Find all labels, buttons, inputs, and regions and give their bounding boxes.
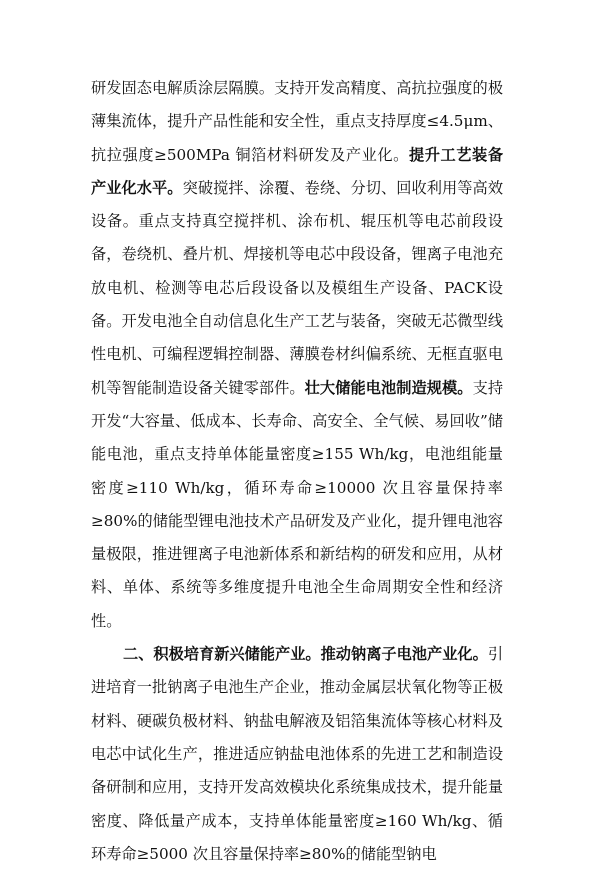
text-run: 突破搅拌、涂覆、卷绕、分切、回收利用等高效设备。重点支持真空搅拌机、涂布机、辊压机等电芯前段设备，卷绕机、叠片机、焊接机等电芯中段设备，锂离子电池充放电机、检测等电芯后段设备以及模组生产设备、PACK设备。开发电池全自动信息化生产工艺与装备，突破无芯微型线性电机、可编程逻辑控制器、薄膜卷材纠偏系统、无框直驱电机等智能制造设备关键零部件。 [91, 178, 504, 397]
paragraph-1 [91, 72, 503, 638]
text-run: 研发固态电解质涂层隔膜。支持开发高精度、高抗拉强度的极薄集流体，提升产品性能和安全性，重点支持厚度≤4.5μm、抗拉强度≥500MPa 铜箔材料研发及产业化。 [91, 79, 503, 164]
bold-heading-storage-battery: 壮大储能电池制造规模。 [304, 378, 473, 397]
text-run: 引进培育一批钠离子电池生产企业，推动金属层状氧化物等正极材料、硬碳负极材料、钠盐电解液及铝箔集流体等核心材料及电芯中试化生产，推进适应钠盐电池体系的先进工艺和制造设备研制和应用，支持开发高效模块化系统集成技术，提升能量密度、降低量产成本，支持单体能量密度≥160 Wh/kg、循环寿命≥5000 次且容量保持率≥80%的储能型钠电 [91, 645, 503, 863]
section-heading-sodium-ion: 二、积极培育新兴储能产业。推动钠离子电池产业化。 [123, 645, 488, 664]
bold-heading-process-equipment: 提升工艺装备产业化水平。 [91, 145, 504, 197]
text-run: 支持开发“大容量、低成本、长寿命、高安全、全气候、易回收”储能电池，重点支持单体能量密度≥155 Wh/kg，电池组能量密度≥110 Wh/kg，循环寿命≥10000 次且容量保持率≥80%的储能型锂电池技术产品研发及产业化，提升锂电池容量极限，推进锂离子电池新体系和新结构的研发和应用，从材料、单体、系统等多维度提升电池全生命周期安全性和经济性。 [91, 378, 504, 630]
paragraph-2 [91, 638, 503, 871]
document-body [91, 72, 503, 871]
